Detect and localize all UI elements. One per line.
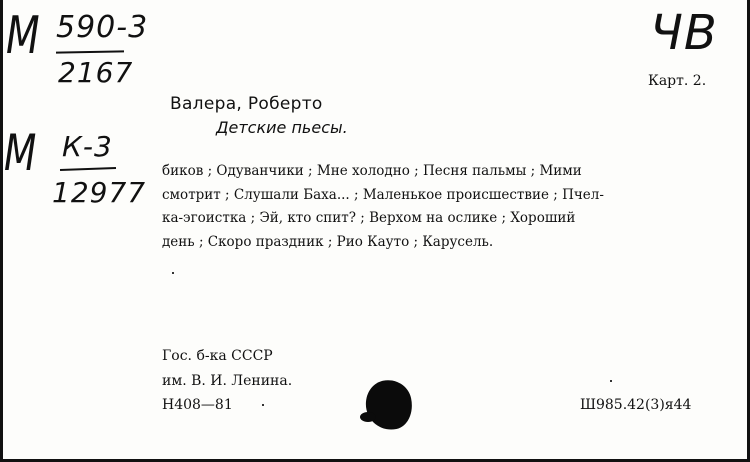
speck [172, 272, 174, 274]
contents-list [162, 160, 718, 254]
shelfmark-letter-1: М [6, 6, 41, 66]
contents-line: день ; Скоро праздник ; Рио Кауто ; Карусель. [162, 233, 494, 250]
contents-line: смотрит ; Слушали Баха... ; Маленькое происшествие ; Пчел- [162, 186, 604, 203]
shelfmark-divider-2 [60, 167, 116, 171]
shelfmark-number-1-bottom: 2167 [58, 56, 134, 89]
contents-line: биков ; Одуванчики ; Мне холодно ; Песня пальмы ; Мими [162, 163, 582, 179]
shelfmark-number-2-bottom: 12977 [52, 176, 147, 209]
ink-blot [361, 376, 416, 434]
corner-handwritten-mark: ЧВ [650, 5, 718, 61]
shelfmark-divider-1 [56, 50, 124, 53]
ink-blot-tail [360, 412, 376, 422]
classification-code: Ш985.42(3)я44 [580, 397, 692, 413]
card-number: Карт. 2. [648, 73, 707, 89]
speck [262, 404, 264, 406]
imprint-library: Гос. б-ка СССР [162, 348, 273, 364]
speck [610, 380, 612, 382]
work-title: Детские пьесы. [216, 118, 348, 137]
shelfmark-number-2-top: К-3 [62, 130, 113, 163]
imprint-order-number: Н408—81 [162, 397, 233, 413]
shelfmark-letter-2: М [4, 124, 38, 182]
contents-line: ка-эгоистка ; Эй, кто спит? ; Верхом на ослике ; Хороший [162, 210, 576, 226]
imprint-library-name: им. В. И. Ленина. [162, 373, 293, 389]
author-heading: Валера, Роберто [170, 94, 323, 114]
card-border-left [0, 0, 3, 462]
shelfmark-number-1-top: 590-3 [56, 10, 149, 45]
